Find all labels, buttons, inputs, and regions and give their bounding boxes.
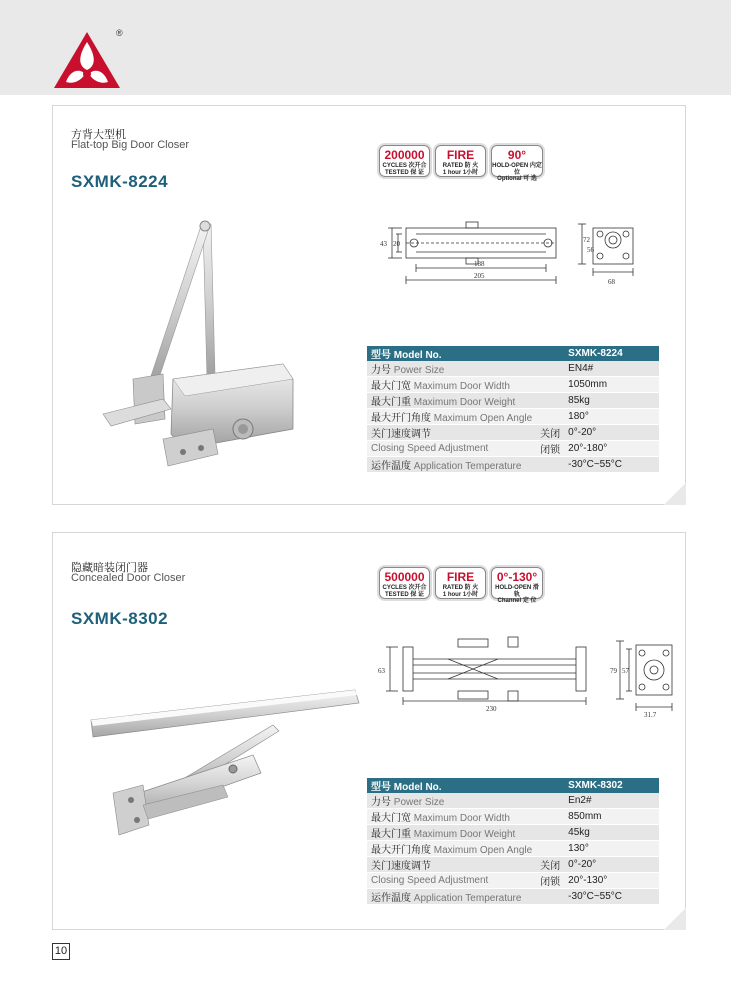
page-curl [664, 483, 686, 505]
registered-mark: ® [116, 28, 123, 38]
page-number: 10 [52, 943, 70, 960]
spec-row: Closing Speed Adjustment 闭锁 20°-130° [367, 873, 659, 889]
spec-row: 关门速度调节 关闭 0°-20° [367, 857, 659, 873]
product-cn-title: 隐藏暗装闭门器 [71, 562, 148, 574]
spec-table-8224 [367, 346, 659, 473]
door-closer-8302-photo [83, 685, 363, 845]
spec-row: 运作温度 Application Temperature -30°C~55°C [367, 457, 659, 473]
cycles-badge: 500000 CYCLES 次开合 TESTED 保 证 [379, 567, 430, 599]
product-model: SXMK-8224 [71, 172, 169, 191]
svg-text:31.7: 31.7 [644, 711, 657, 719]
svg-text:20: 20 [393, 240, 400, 248]
dimension-drawing-8224 [378, 214, 678, 294]
spec-row: Closing Speed Adjustment 闭锁 20°-180° [367, 441, 659, 457]
fire-rated-badge: FIRE RATED 防 火 1 hour 1小时 [435, 145, 486, 177]
spec-row: 力号 Power Size En2# [367, 793, 659, 809]
brand-logo-icon [52, 30, 122, 92]
svg-text:230: 230 [486, 705, 497, 713]
spec-row: 运作温度 Application Temperature -30°C~55°C [367, 889, 659, 905]
spec-table-8302 [367, 778, 659, 905]
page-curl [664, 908, 686, 930]
svg-text:68: 68 [608, 278, 615, 286]
cycles-badge: 200000 CYCLES 次开合 TESTED 保 证 [379, 145, 430, 177]
hold-open-badge: 90° HOLD-OPEN 内定位 Optional 可 选 [491, 145, 543, 177]
svg-text:56: 56 [587, 246, 594, 254]
spec-row: 力号 Power Size EN4# [367, 361, 659, 377]
spec-row: 最大开门角度 Maximum Open Angle 130° [367, 841, 659, 857]
svg-text:188: 188 [474, 260, 485, 268]
product-card-8224 [52, 105, 686, 505]
spec-header-row: 型号 Model No. SXMK-8302 [367, 778, 659, 793]
spec-header-row: 型号 Model No. SXMK-8224 [367, 346, 659, 361]
spec-row: 关门速度调节 关闭 0°-20° [367, 425, 659, 441]
door-closer-8224-photo [93, 214, 303, 484]
product-card-8302 [52, 532, 686, 930]
spec-row: 最大门重 Maximum Door Weight 45kg [367, 825, 659, 841]
svg-text:63: 63 [378, 667, 385, 675]
product-en-title: Flat-top Big Door Closer [71, 139, 189, 151]
svg-text:205: 205 [474, 272, 485, 280]
svg-text:79: 79 [610, 667, 617, 675]
spec-row: 最大开门角度 Maximum Open Angle 180° [367, 409, 659, 425]
dimension-drawing-8302 [378, 629, 678, 719]
svg-text:72: 72 [583, 236, 590, 244]
spec-row: 最大门重 Maximum Door Weight 85kg [367, 393, 659, 409]
svg-text:57: 57 [622, 667, 629, 675]
svg-text:43: 43 [380, 240, 387, 248]
product-cn-title: 方背大型机 [71, 129, 126, 141]
product-model: SXMK-8302 [71, 609, 169, 628]
fire-rated-badge: FIRE RATED 防 火 1 hour 1小时 [435, 567, 486, 599]
spec-row: 最大门宽 Maximum Door Width 850mm [367, 809, 659, 825]
product-en-title: Concealed Door Closer [71, 572, 186, 584]
spec-row: 最大门宽 Maximum Door Width 1050mm [367, 377, 659, 393]
hold-open-badge: 0°-130° HOLD-OPEN 滑 轨 Channel 定 位 [491, 567, 543, 599]
